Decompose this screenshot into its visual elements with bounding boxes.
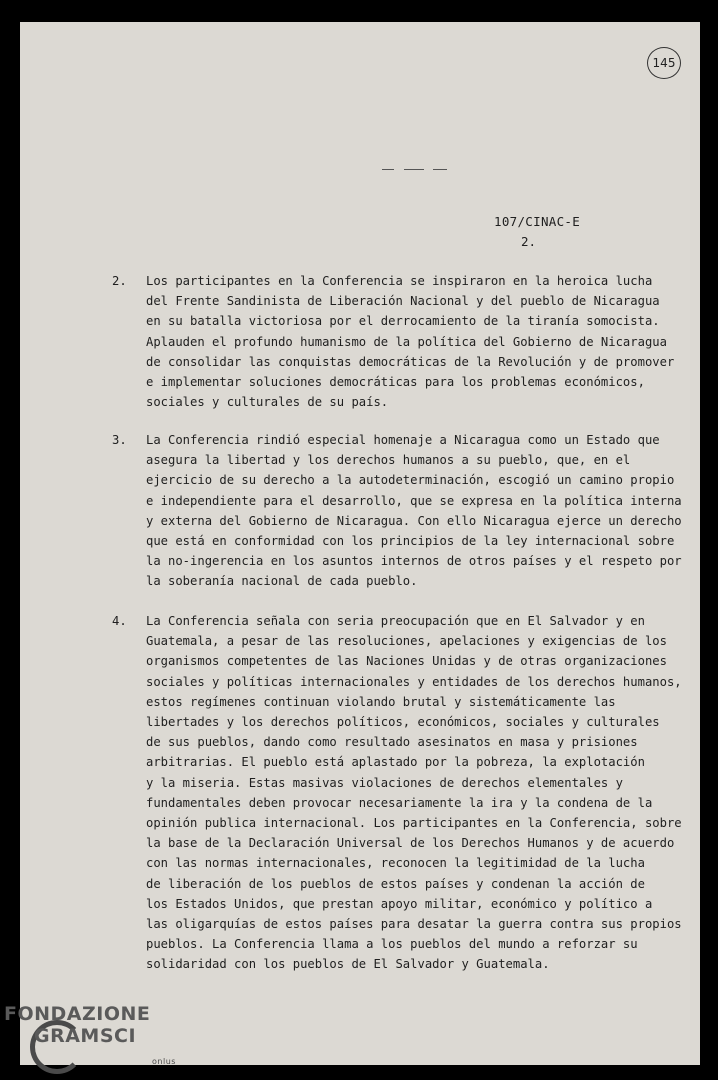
text-line: sociales y culturales de su país. — [146, 395, 389, 410]
text-line: y externa del Gobierno de Nicaragua. Con ello Nicaragua ejerce un derecho — [146, 513, 682, 528]
text-line: de consolidar las conquistas democráticas de la Revolución y de promover — [146, 354, 675, 369]
text-line: e independiente para el desarrollo, que se expresa en la política interna — [146, 493, 682, 508]
separator-mark — [404, 169, 424, 170]
text-line: opinión publica internacional. Los participantes en la Conferencia, sobre — [146, 816, 682, 831]
text-line: la base de la Declaración Universal de los Derechos Humanos y de acuerdo — [146, 836, 675, 851]
text-line: arbitrarias. El pueblo está aplastado por la pobreza, la explotación — [146, 755, 645, 770]
text-line: fundamentales deben provocar necesariamente la ira y la condena de la — [146, 795, 653, 810]
separator-mark — [433, 169, 447, 170]
text-line: asegura la libertad y los derechos humanos a su pueblo, que, en el — [146, 453, 631, 468]
text-line: de liberación de los pueblos de estos países y condenan la acción de — [146, 876, 645, 891]
text-line: Guatemala, a pesar de las resoluciones, apelaciones y exigencias de los — [146, 634, 667, 649]
text-line: La Conferencia rindió especial homenaje a Nicaragua como un Estado que — [146, 433, 660, 447]
document-page-number: 2. — [521, 234, 537, 249]
text-line: los Estados Unidos, que prestan apoyo militar, económico y político a — [146, 896, 653, 911]
paragraph-number: 3. — [112, 433, 127, 447]
paragraph-number: 4. — [112, 614, 127, 628]
text-line: Aplauden el profundo humanismo de la política del Gobierno de Nicaragua — [146, 334, 667, 349]
text-line: organismos competentes de las Naciones Unidas y de otras organizaciones — [146, 654, 667, 669]
page-number-stamp: 145 — [647, 47, 681, 79]
text-line: con las normas internacionales, reconocen la legitimidad de la lucha — [146, 856, 645, 871]
text-line: sociales y políticas internacionales y entidades de los derechos humanos, — [146, 674, 682, 689]
text-line: y la miseria. Estas masivas violaciones de derechos elementales y — [146, 775, 623, 790]
paragraph-4 — [112, 611, 682, 975]
document-code: 107/CINAC-E — [494, 214, 581, 229]
watermark-line2: GRAMSCI — [34, 1025, 137, 1047]
text-line: del Frente Sandinista de Liberación Nacional y del pueblo de Nicaragua — [146, 294, 660, 309]
text-line: solidaridad con los pueblos de El Salvador y Guatemala. — [146, 957, 550, 972]
paragraph-3 — [112, 430, 682, 592]
text-line: La Conferencia señala con seria preocupación que en El Salvador y en — [146, 614, 645, 628]
text-line: pueblos. La Conferencia llama a los pueblos del mundo a reforzar su — [146, 937, 638, 952]
text-line: estos regímenes continuan violando brutal y sistemáticamente las — [146, 694, 616, 709]
text-line: las oligarquías de estos países para desatar la guerra contra sus propios — [146, 917, 682, 932]
text-line: de sus pueblos, dando como resultado asesinatos en masa y prisiones — [146, 735, 638, 750]
text-line: Los participantes en la Conferencia se inspiraron en la heroica lucha — [146, 274, 653, 288]
paragraph-2 — [112, 271, 675, 412]
text-line: la soberanía nacional de cada pueblo. — [146, 574, 418, 589]
watermark-line1: FONDAZIONE — [4, 1003, 151, 1025]
watermark — [4, 1003, 176, 1066]
watermark-suffix: onlus — [152, 1057, 176, 1066]
text-line: la no-ingerencia en los asuntos internos de otros países y el respeto por — [146, 554, 682, 569]
text-line: ejercicio de su derecho a la autodeterminación, escogió un camino propio — [146, 473, 675, 488]
text-line: en su batalla victoriosa por el derrocamiento de la tiranía somocista. — [146, 314, 660, 329]
separator-mark — [382, 169, 394, 170]
text-line: que está en conformidad con los principios de la ley internacional sobre — [146, 534, 675, 549]
text-line: e implementar soluciones democráticas para los problemas económicos, — [146, 375, 645, 390]
text-line: libertades y los derechos políticos, económicos, sociales y culturales — [146, 715, 660, 730]
paragraph-number: 2. — [112, 274, 127, 288]
